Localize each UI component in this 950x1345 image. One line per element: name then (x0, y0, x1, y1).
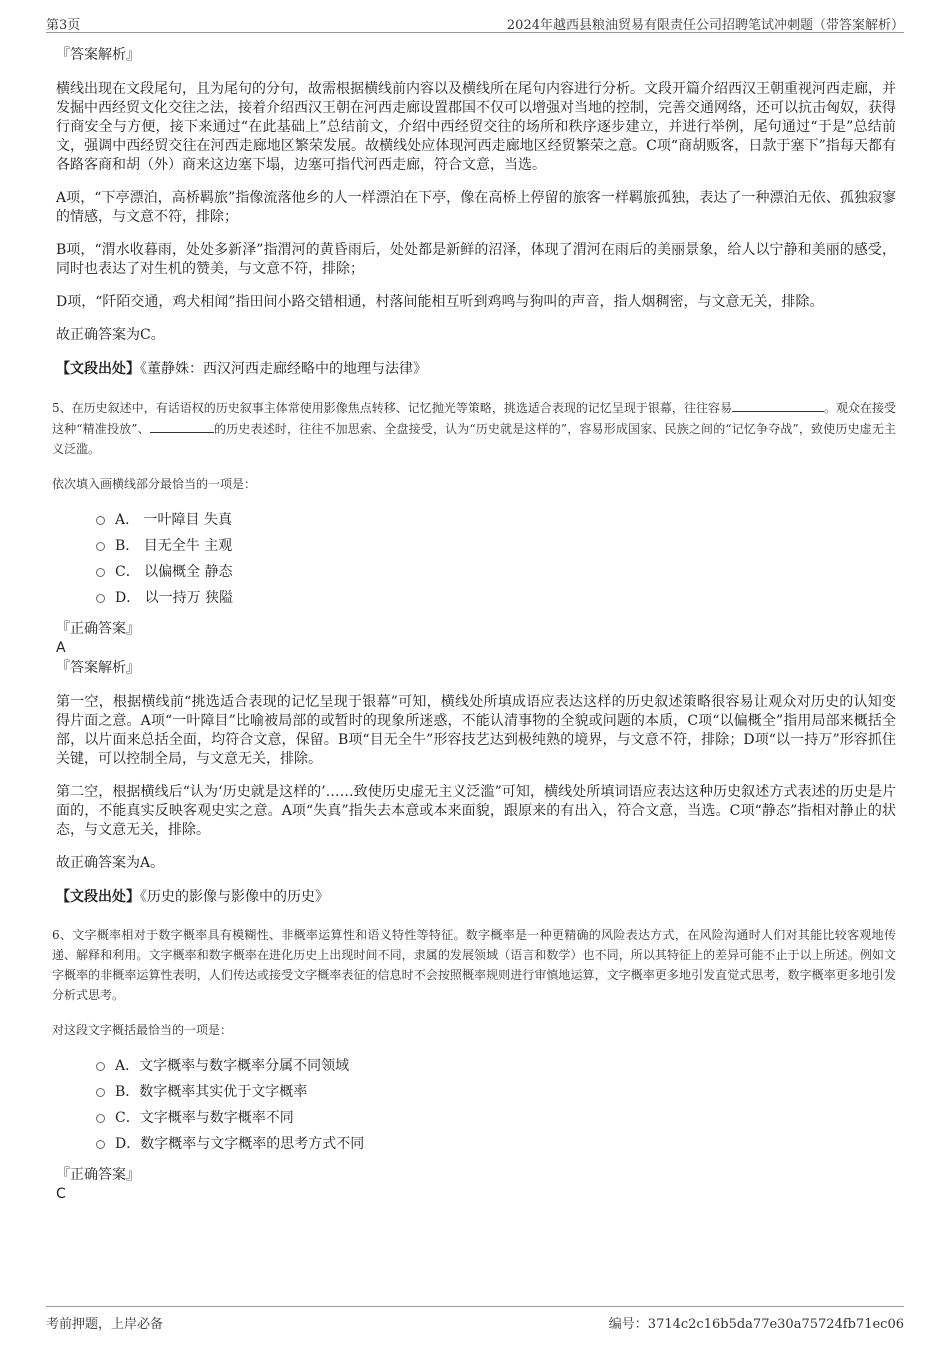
q5-source-title: 《历史的影像与影像中的历史》 (140, 889, 329, 905)
q5-blank-2 (150, 418, 214, 433)
q6-answer: C (56, 1186, 66, 1202)
q6-answer-label: 『正确答案』 (56, 1167, 140, 1183)
q6-option-d[interactable] (96, 1131, 896, 1157)
q4-analysis-paragraph-4: D项，“阡陌交通，鸡犬相闻”指田间小路交错相通，村落间能相互听到鸡鸣与狗叫的声音，指人烟稠密，与文意无关，排除。 (56, 294, 824, 310)
page-footer (46, 1306, 904, 1332)
q5-analysis-paragraph-2: 第二空，根据横线后“认为‘历史就是这样的’……致使历史虚无主义泛滥”可知，横线处所填词语应表达这种历史叙述方式表述的历史是片面的，不能真实反映客观史实之意。A项“失真”指失去本意或本来面貌，跟原来的有出入，符合文意，当选。C项“静态”指相对静止的状态，与文意无关，排除。 (56, 784, 896, 838)
q6-options (96, 1053, 896, 1157)
q4-analysis-label: 『答案解析』 (56, 47, 140, 63)
q5-source (56, 887, 896, 907)
q6-option-a[interactable] (96, 1053, 896, 1079)
option-label: B．数字概率其实优于文字概率 (115, 1084, 308, 1100)
q6-option-b[interactable] (96, 1079, 896, 1105)
radio-icon[interactable] (96, 542, 105, 551)
option-label: D．数字概率与文字概率的思考方式不同 (115, 1136, 365, 1152)
page-number: 第3页 (46, 18, 81, 33)
q5-option-d[interactable] (96, 585, 896, 611)
radio-icon[interactable] (96, 516, 105, 525)
q5-option-b[interactable] (96, 533, 896, 559)
q4-analysis-paragraph-2: A项，“下亭漂泊，高桥羁旅”指像流落他乡的人一样漂泊在下亭，像在高桥上停留的旅客一样羁旅孤独，表达了一种漂泊无依、孤独寂寥的情感，与文意不符，排除； (56, 190, 896, 225)
q6-number: 6、 (52, 928, 73, 942)
q4-conclusion: 故正确答案为C。 (56, 327, 165, 343)
radio-icon[interactable] (96, 1062, 105, 1071)
q5-option-a[interactable] (96, 507, 896, 533)
page-content (52, 44, 896, 1203)
q5-options (96, 507, 896, 611)
q5-source-label: 【文段出处】 (56, 889, 140, 905)
footer-slogan: 考前押题，上岸必备 (46, 1317, 164, 1332)
q5-text-part-3: 的历史表述时，往往不加思索、全盘接受，认为“历史就是这样的”，容易形成国家、民族之间的“记忆争夺战”，致使历史虚无主义泛滥。 (52, 422, 896, 456)
q5-answer: A (56, 640, 66, 656)
q5-option-c[interactable] (96, 559, 896, 585)
option-label: C．文字概率与数字概率不同 (115, 1110, 294, 1126)
q6-text: 文字概率相对于数字概率具有模糊性、非概率运算性和语义特性等特征。数字概率是一种更精确的风险表达方式，在风险沟通时人们对其能比较客观地传递、解释和利用。文字概率和数字概率在进化历史上出现时间不同，隶属的发展领域（语言和数学）也不同，所以其特征上的差异可能不止于以上所述。例如文字概率的非概率运算性表明，人们传达或接受文字概率表征的信息时不会按照概率规则进行审慎地运算，文字概率更多地引发直觉式思考，数字概率更多地引发分析式思考。 (52, 928, 896, 1002)
q5-number: 5、 (52, 401, 72, 415)
radio-icon[interactable] (96, 568, 105, 577)
document-title: 2024年越西县粮油贸易有限责任公司招聘笔试冲刺题（带答案解析） (506, 18, 904, 33)
q4-source (56, 359, 896, 379)
q4-analysis-paragraph-1: 横线出现在文段尾句，且为尾句的分句，故需根据横线前内容以及横线所在尾句内容进行分析。文段开篇介绍西汉王朝重视河西走廊，并发掘中西经贸文化交往之法，接着介绍西汉王朝在河西走廊设置郡国不仅可以增强对当地的控制，完善交通网络，还可以抗击匈奴，获得行商安全与方便，接下来通过“在此基础上”总结前文，介绍中西经贸交往的场所和秩序逐步建立，并进行举例，尾句通过“于是”总结前文，强调中西经贸交往在河西走廊地区繁荣发展。故横线处应体现河西走廊地区经贸繁荣之意。C项“商胡贩客，日款于塞下”指每天都有各路客商和胡（外）商来这边塞下塌，边塞可指代河西走廊，符合文意，当选。 (56, 81, 896, 173)
q5-stem (52, 397, 896, 459)
q4-analysis-paragraph-3: B项，“渭水收暮雨，处处多新泽”指渭河的黄昏雨后，处处都是新鲜的沼泽，体现了渭河在雨后的美丽景象，给人以宁静和美丽的感受，同时也表达了对生机的赞美，与文意不符，排除； (56, 242, 896, 277)
option-label: C． 以偏概全 静态 (115, 564, 233, 580)
radio-icon[interactable] (96, 1140, 105, 1149)
q4-source-title: 《董静姝：西汉河西走廊经略中的地理与法律》 (140, 361, 427, 377)
q5-blank-1 (732, 397, 824, 412)
q5-text-part-2: 。观众在接受这种“精准投放”、 (52, 401, 896, 436)
q6-stem (52, 925, 896, 1005)
q5-answer-label: 『正确答案』 (56, 621, 140, 637)
q4-source-label: 【文段出处】 (56, 361, 140, 377)
q6-option-c[interactable] (96, 1105, 896, 1131)
radio-icon[interactable] (96, 1114, 105, 1123)
q5-ask: 依次填入画横线部分最恰当的一项是： (52, 477, 257, 491)
option-label: A．文字概率与数字概率分属不同领域 (115, 1058, 350, 1074)
q6-ask: 对这段文字概括最恰当的一项是： (52, 1023, 233, 1037)
radio-icon[interactable] (96, 1088, 105, 1097)
option-label: D． 以一持万 狭隘 (115, 590, 234, 606)
page-header (46, 12, 904, 33)
q5-analysis-label: 『答案解析』 (56, 660, 140, 676)
q5-analysis-paragraph-1: 第一空，根据横线前“挑选适合表现的记忆呈现于银幕”可知，横线处所填成语应表达这样的历史叙述策略很容易让观众对历史的认知变得片面之意。A项“一叶障目”比喻被局部的或暂时的现象所迷惑，不能认清事物的全貌或问题的本质，C项“以偏概全”指用局部来概括全部，以片面来总括全面，均符合文意，保留。B项“目无全牛”形容技艺达到极纯熟的境界，与文意不符，排除；D项“以一持万”形容抓住关键，可以控制全局，与文意无关，排除。 (56, 694, 896, 767)
q5-text-part-1: 在历史叙述中，有话语权的历史叙事主体常使用影像焦点转移、记忆抛光等策略，挑选适合表现的记忆呈现于银幕，往往容易 (71, 401, 732, 415)
option-label: B． 目无全牛 主观 (115, 538, 233, 554)
option-label: A． 一叶障目 失真 (115, 512, 233, 528)
radio-icon[interactable] (96, 594, 105, 603)
q5-conclusion: 故正确答案为A。 (56, 855, 165, 871)
document-id: 编号：3714c2c16b5da77e30a75724fb71ec06 (608, 1317, 904, 1332)
